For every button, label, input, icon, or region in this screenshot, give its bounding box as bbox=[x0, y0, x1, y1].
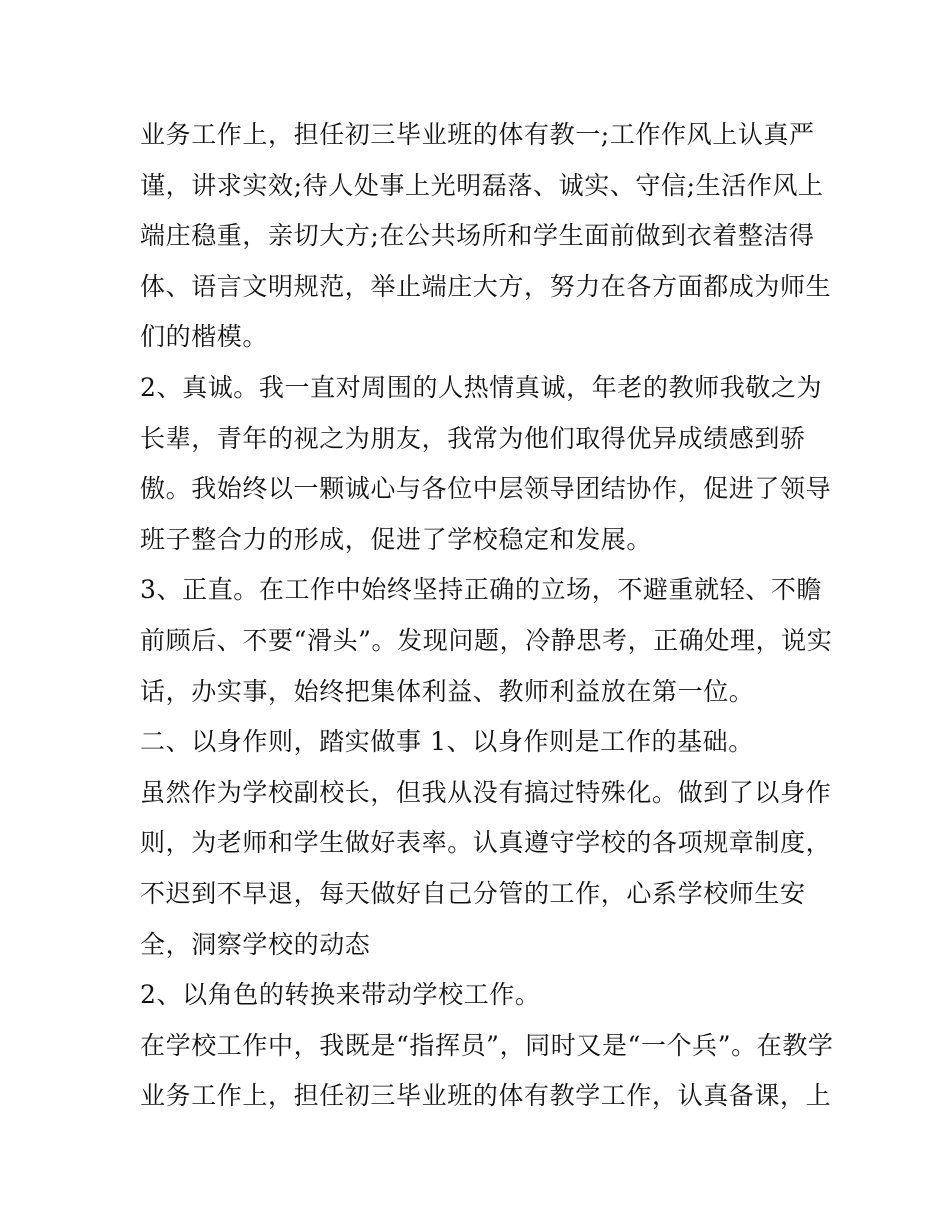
text-line: 业务工作上，担任初三毕业班的体有教学工作，认真备课，上 bbox=[140, 1081, 832, 1111]
text-line: 则，为老师和学生做好表率。认真遵守学校的各项规章制度， bbox=[140, 828, 832, 858]
text-line: 班子整合力的形成，促进了学校稳定和发展。 bbox=[140, 524, 653, 554]
text-line: 2、以角色的转换来带动学校工作。 bbox=[140, 980, 541, 1010]
text-line: 3、正直。在工作中始终坚持正确的立场，不避重就轻、不瞻 bbox=[140, 575, 823, 605]
text-line: 前顾后、不要“滑头”。发现问题，冷静思考，正确处理，说实 bbox=[140, 625, 833, 655]
text-line: 长辈，青年的视之为朋友，我常为他们取得优异成绩感到骄 bbox=[140, 423, 806, 453]
text-line: 二、以身作则，踏实做事 1、以身作则是工作的基础。 bbox=[140, 727, 754, 757]
text-line: 端庄稳重，亲切大方;在公共场所和学生面前做到衣着整洁得 bbox=[140, 221, 815, 251]
text-line: 不迟到不早退，每天做好自己分管的工作，心系学校师生安 bbox=[140, 878, 806, 908]
text-line: 全，洞察学校的动态 bbox=[140, 929, 371, 959]
text-line: 傲。我始终以一颗诚心与各位中层领导团结协作，促进了领导 bbox=[140, 474, 832, 504]
text-line: 在学校工作中，我既是“指挥员”，同时又是“一个兵”。在教学 bbox=[140, 1030, 834, 1060]
text-line: 业务工作上，担任初三毕业班的体有教一;工作作风上认真严 bbox=[140, 120, 815, 149]
text-line: 2、真诚。我一直对周围的人热情真诚，年老的教师我敬之为 bbox=[140, 372, 823, 402]
text-line: 话，办实事，始终把集体利益、教师利益放在第一位。 bbox=[140, 676, 755, 706]
document-body bbox=[140, 110, 834, 1122]
text-line: 们的楷模。 bbox=[140, 322, 269, 352]
text-line: 虽然作为学校副校长，但我从没有搞过特殊化。做到了以身作 bbox=[140, 777, 832, 807]
text-line: 体、语言文明规范，举止端庄大方，努力在各方面都成为师生 bbox=[140, 271, 832, 301]
text-line: 谨，讲求实效;待人处事上光明磊落、诚实、守信;生活作风上 bbox=[140, 170, 824, 200]
